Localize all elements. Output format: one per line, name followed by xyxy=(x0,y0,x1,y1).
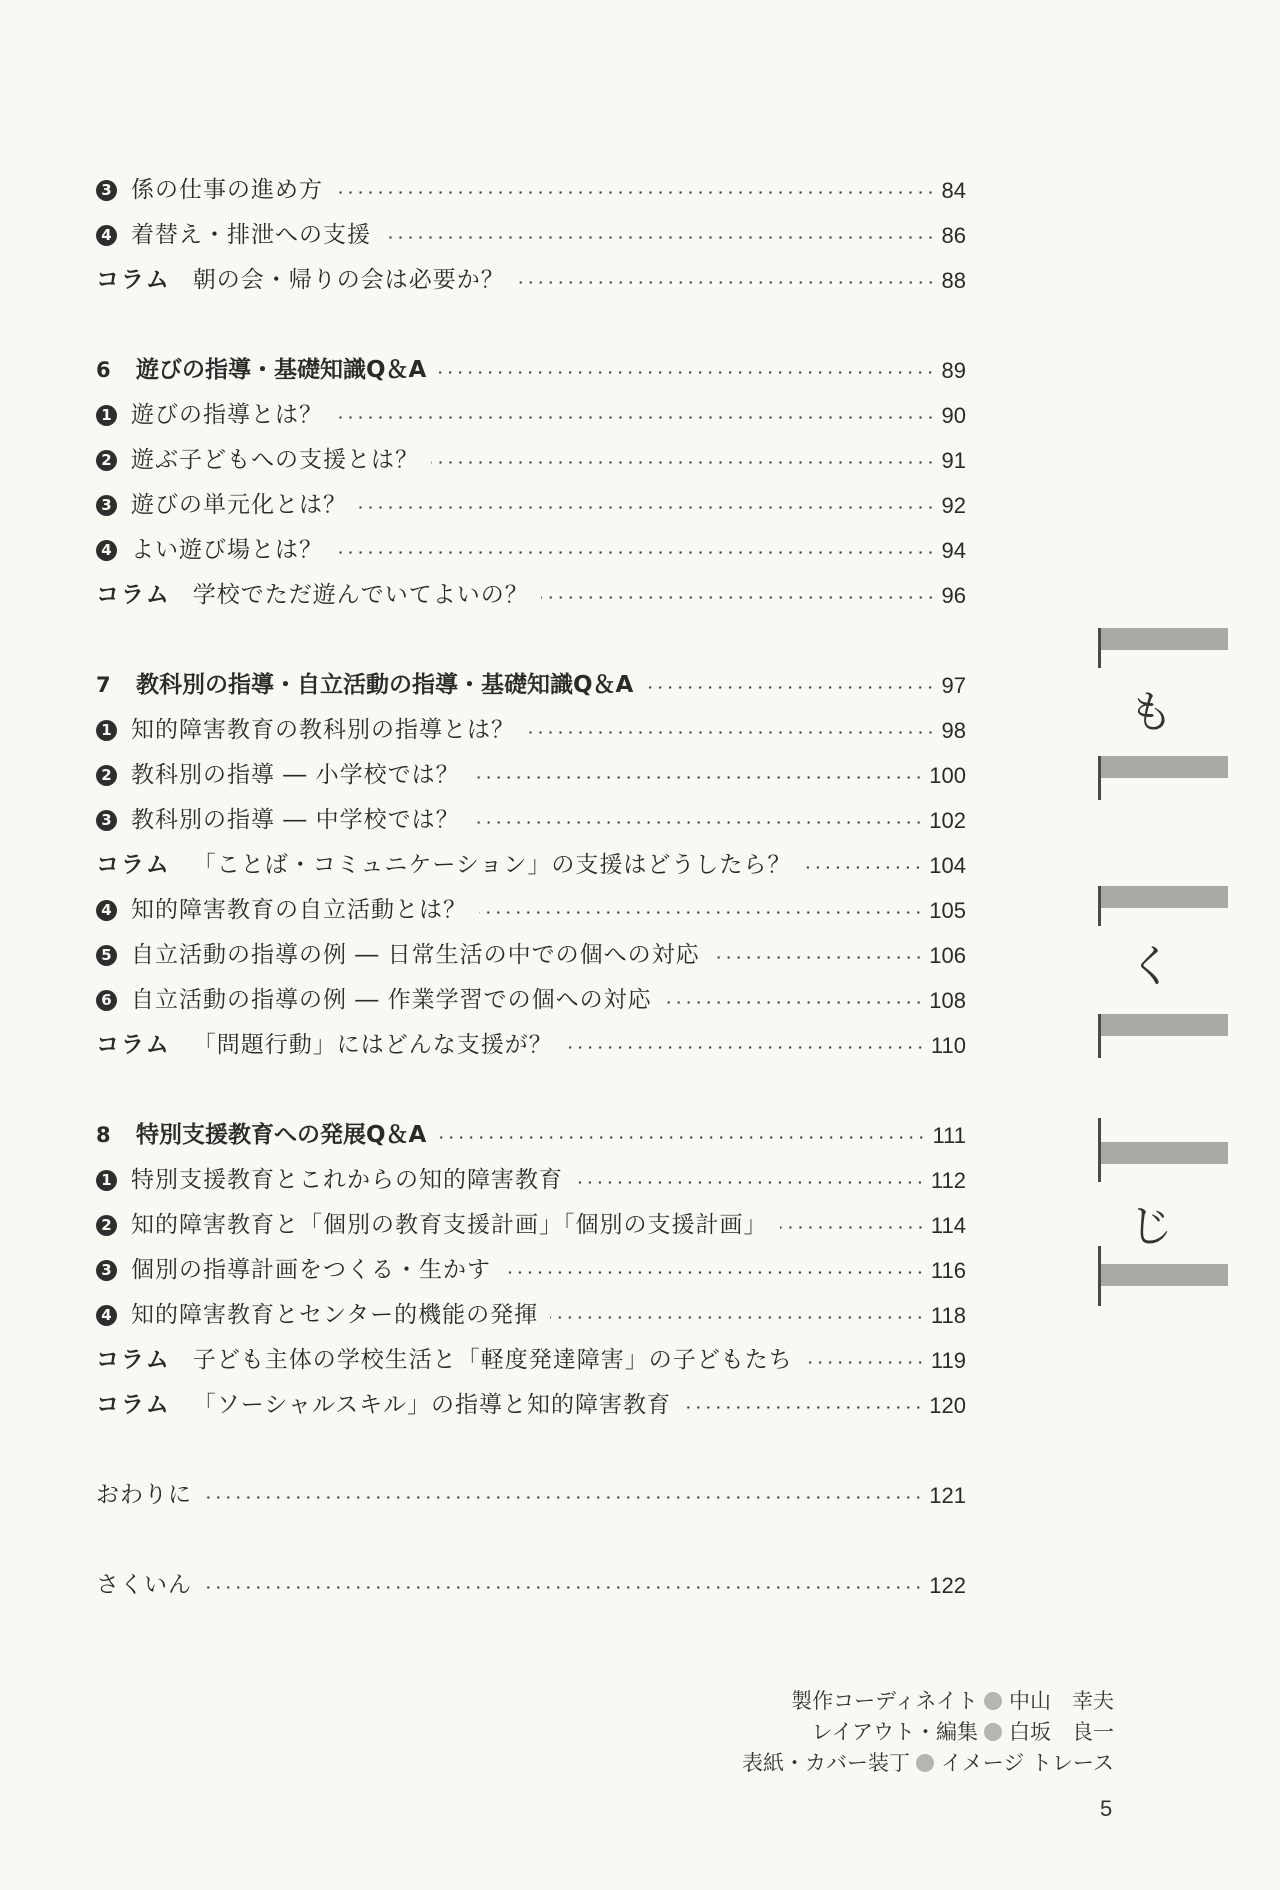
credit-name: イメージ トレース xyxy=(941,1751,1114,1775)
toc-page-number: 89 xyxy=(941,358,966,383)
index-char-ji: じ xyxy=(1129,1201,1173,1252)
circled-number-icon: 5 xyxy=(96,945,117,966)
toc-title: よい遊び場とは？ xyxy=(131,537,323,563)
toc-title: 朝の会・帰りの会は必要か？ xyxy=(192,267,505,293)
toc-page-number: 92 xyxy=(941,493,966,518)
toc-page-number: 91 xyxy=(941,448,966,473)
credit-role: レイアウト・編集 xyxy=(811,1720,978,1744)
circled-number-icon: 1 xyxy=(96,720,117,741)
toc-page-number: 116 xyxy=(930,1258,966,1283)
credit-row xyxy=(742,1686,1114,1717)
toc-entry xyxy=(96,1473,966,1518)
index-char-ku: く xyxy=(1129,941,1173,992)
index-bar xyxy=(1098,1014,1228,1036)
toc-title: 着替え・排泄への支援 xyxy=(131,222,371,248)
column-label: コラム xyxy=(96,582,171,608)
toc-page-number: 96 xyxy=(941,583,966,608)
index-bar xyxy=(1098,756,1228,778)
index-line xyxy=(1098,628,1101,668)
toc-entry xyxy=(96,1293,966,1338)
toc-entry xyxy=(96,1203,966,1248)
toc-page-number: 86 xyxy=(941,223,966,248)
toc-title: 「問題行動」にはどんな支援が？ xyxy=(192,1032,553,1058)
toc-page-number: 98 xyxy=(941,718,966,743)
toc-entry xyxy=(96,528,966,573)
dot-leader xyxy=(712,956,924,959)
section-number: 6 xyxy=(96,358,112,382)
bullet-dot-icon xyxy=(916,1754,934,1772)
circled-number-icon: 1 xyxy=(96,405,117,426)
circled-number-icon: 2 xyxy=(96,765,117,786)
index-line xyxy=(1098,756,1101,800)
dot-leader xyxy=(359,506,936,509)
toc-title: 知的障害教育と「個別の教育支援計画」「個別の支援計画」 xyxy=(131,1212,768,1238)
circled-number-icon: 4 xyxy=(96,900,117,921)
toc-title: さくいん xyxy=(96,1572,192,1598)
toc-title: 教科別の指導 ― 中学校では？ xyxy=(131,807,460,833)
toc-column-entry xyxy=(96,258,966,303)
credit-name: 中山 幸夫 xyxy=(1009,1689,1114,1713)
toc-page-number: 111 xyxy=(932,1123,966,1148)
circled-number-icon: 3 xyxy=(96,810,117,831)
index-line xyxy=(1098,1118,1101,1182)
circled-number-icon: 2 xyxy=(96,450,117,471)
toc-title: 係の仕事の進め方 xyxy=(131,177,323,203)
bullet-dot-icon xyxy=(984,1723,1002,1741)
dot-leader xyxy=(383,236,936,239)
dot-leader xyxy=(575,1181,925,1184)
toc-title: 自立活動の指導の例 ― 日常生活の中での個への対応 xyxy=(131,942,700,968)
toc-title: 「ことば・コミュニケーション」の支援はどうしたら？ xyxy=(192,852,792,878)
dot-leader xyxy=(803,866,923,869)
circled-number-icon: 2 xyxy=(96,1215,117,1236)
toc-title: 遊ぶ子どもへの支援とは？ xyxy=(131,447,419,473)
toc-title: 遊びの指導とは？ xyxy=(131,402,323,428)
dot-leader xyxy=(550,1316,925,1319)
table-of-contents xyxy=(96,168,966,1608)
index-bar xyxy=(1098,1142,1228,1164)
toc-entry xyxy=(96,483,966,528)
dot-leader xyxy=(479,911,923,914)
dot-leader xyxy=(335,551,936,554)
column-label: コラム xyxy=(96,1392,171,1418)
toc-title: 教科別の指導・自立活動の指導・基礎知識Q＆A xyxy=(136,672,634,698)
toc-page-number: 94 xyxy=(941,538,966,563)
toc-column-entry xyxy=(96,1383,966,1428)
index-bar xyxy=(1098,886,1228,908)
toc-page-number: 106 xyxy=(929,943,966,968)
dot-leader xyxy=(664,1001,924,1004)
index-bar xyxy=(1098,628,1228,650)
toc-entry xyxy=(96,978,966,1023)
toc-title: おわりに xyxy=(96,1482,192,1508)
credit-role: 表紙・カバー装丁 xyxy=(742,1751,910,1775)
toc-title: 子ども主体の学校生活と「軽度発達障害」の子どもたち xyxy=(192,1347,793,1373)
toc-title: 遊びの指導・基礎知識Q＆A xyxy=(136,357,427,383)
column-label: コラム xyxy=(96,267,171,293)
toc-page-number: 90 xyxy=(941,403,966,428)
toc-title: 特別支援教育への発展Q＆A xyxy=(136,1122,427,1148)
toc-title: 知的障害教育とセンター的機能の発揮 xyxy=(131,1302,539,1328)
circled-number-icon: 3 xyxy=(96,180,117,201)
dot-leader xyxy=(335,416,936,419)
dot-leader xyxy=(541,596,936,599)
toc-page-number: 118 xyxy=(930,1303,966,1328)
toc-column-entry xyxy=(96,1338,966,1383)
dot-leader xyxy=(805,1361,925,1364)
toc-page-number: 102 xyxy=(929,808,966,833)
circled-number-icon: 4 xyxy=(96,1305,117,1326)
toc-page-number: 110 xyxy=(930,1033,966,1058)
credit-row xyxy=(742,1717,1114,1748)
toc-section-heading xyxy=(96,663,966,708)
toc-title: 自立活動の指導の例 ― 作業学習での個への対応 xyxy=(131,987,652,1013)
toc-entry xyxy=(96,1248,966,1293)
toc-title: 遊びの単元化とは？ xyxy=(131,492,347,518)
toc-entry xyxy=(96,798,966,843)
dot-leader xyxy=(517,281,936,284)
toc-entry xyxy=(96,1158,966,1203)
circled-number-icon: 4 xyxy=(96,225,117,246)
toc-page-number: 122 xyxy=(929,1573,966,1598)
toc-page-number: 105 xyxy=(929,898,966,923)
credit-role: 製作コーディネイト xyxy=(791,1689,978,1713)
toc-entry xyxy=(96,438,966,483)
circled-number-icon: 1 xyxy=(96,1170,117,1191)
index-char-mo: も xyxy=(1129,687,1173,738)
dot-leader xyxy=(683,1406,923,1409)
column-label: コラム xyxy=(96,1347,171,1373)
dot-leader xyxy=(780,1226,925,1229)
toc-page-number: 108 xyxy=(929,988,966,1013)
toc-page-number: 97 xyxy=(941,673,966,698)
index-line xyxy=(1098,886,1101,926)
toc-page-number: 121 xyxy=(929,1483,966,1508)
toc-entry xyxy=(96,708,966,753)
toc-title: 知的障害教育の教科別の指導とは？ xyxy=(131,717,515,743)
toc-entry xyxy=(96,933,966,978)
dot-leader xyxy=(645,686,935,689)
toc-entry xyxy=(96,168,966,213)
toc-title: 教科別の指導 ― 小学校では？ xyxy=(131,762,460,788)
credit-name: 白坂 良一 xyxy=(1009,1720,1114,1744)
column-label: コラム xyxy=(96,852,171,878)
side-index-tab xyxy=(1098,628,1228,1308)
toc-page-number: 112 xyxy=(930,1168,966,1193)
circled-number-icon: 6 xyxy=(96,990,117,1011)
toc-title: 個別の指導計画をつくる・生かす xyxy=(131,1257,491,1283)
toc-entry xyxy=(96,753,966,798)
dot-leader xyxy=(565,1046,925,1049)
dot-leader xyxy=(335,191,936,194)
circled-number-icon: 3 xyxy=(96,495,117,516)
toc-entry xyxy=(96,213,966,258)
toc-entry xyxy=(96,393,966,438)
toc-page-number: 120 xyxy=(929,1393,966,1418)
credits xyxy=(742,1686,1114,1779)
dot-leader xyxy=(438,371,935,374)
toc-page-number: 100 xyxy=(929,763,966,788)
toc-title: 特別支援教育とこれからの知的障害教育 xyxy=(131,1167,563,1193)
toc-title: 学校でただ遊んでいてよいの？ xyxy=(192,582,529,608)
index-line xyxy=(1098,1014,1101,1058)
dot-leader xyxy=(204,1496,923,1499)
credit-row xyxy=(742,1748,1114,1779)
toc-column-entry xyxy=(96,573,966,618)
toc-column-entry xyxy=(96,1023,966,1068)
dot-leader xyxy=(503,1271,925,1274)
toc-entry xyxy=(96,888,966,933)
dot-leader xyxy=(431,461,936,464)
dot-leader xyxy=(472,776,924,779)
index-line xyxy=(1098,1246,1101,1306)
toc-page-number: 84 xyxy=(941,178,966,203)
toc-section-heading xyxy=(96,1113,966,1158)
section-number: 8 xyxy=(96,1123,112,1147)
dot-leader xyxy=(204,1586,923,1589)
toc-title: 「ソーシャルスキル」の指導と知的障害教育 xyxy=(192,1392,671,1418)
circled-number-icon: 3 xyxy=(96,1260,117,1281)
column-label: コラム xyxy=(96,1032,171,1058)
index-bar xyxy=(1098,1264,1228,1286)
bullet-dot-icon xyxy=(984,1692,1002,1710)
toc-page-number: 119 xyxy=(930,1348,966,1373)
circled-number-icon: 4 xyxy=(96,540,117,561)
toc-page-number: 114 xyxy=(930,1213,966,1238)
dot-leader xyxy=(527,731,936,734)
page-number: 5 xyxy=(1100,1796,1113,1821)
toc-column-entry xyxy=(96,843,966,888)
toc-section-heading xyxy=(96,348,966,393)
section-number: 7 xyxy=(96,673,112,697)
toc-page-number: 104 xyxy=(929,853,966,878)
toc-title: 知的障害教育の自立活動とは？ xyxy=(131,897,467,923)
dot-leader xyxy=(438,1136,926,1139)
dot-leader xyxy=(472,821,924,824)
toc-entry xyxy=(96,1563,966,1608)
toc-page-number: 88 xyxy=(941,268,966,293)
